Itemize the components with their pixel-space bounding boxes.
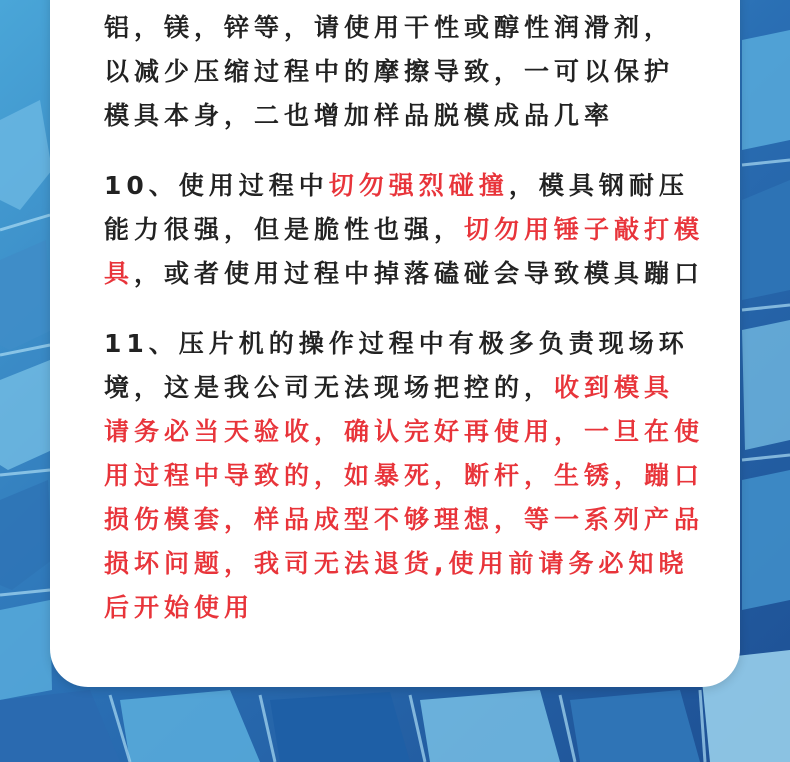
warning-text: 切勿强烈碰撞: [328, 171, 509, 200]
warning-text: 损伤模套，样品成型不够理想，等一系列产品: [104, 505, 705, 534]
warning-text: 具: [104, 259, 135, 288]
text-segment: ，或者使用过程中掉落磕碰会导致模具蹦口: [134, 259, 705, 288]
text-line: [104, 94, 674, 138]
warning-line: [104, 542, 704, 586]
text-line: [104, 6, 674, 50]
text-segment: 10、使用过程中: [104, 171, 329, 200]
text-segment: 以减少压缩过程中的摩擦导致，一可以保护: [104, 57, 675, 86]
text-segment: 境，这是我公司无法现场把控的，: [104, 373, 555, 402]
text-line: [104, 50, 674, 94]
text-line: [104, 164, 704, 208]
warning-line: [104, 410, 704, 454]
paragraph-lubricant-note: [104, 6, 674, 138]
paragraph-item-10: [104, 164, 704, 296]
text-line: [104, 322, 704, 366]
text-segment: 铝，镁，锌等，请使用干性或醇性润滑剂，: [104, 13, 675, 42]
warning-line: [104, 586, 704, 630]
text-segment: 模具本身，二也增加样品脱模成品几率: [104, 101, 615, 130]
text-line: [104, 208, 704, 252]
warning-line: [104, 454, 704, 498]
warning-text: 请务必当天验收，确认完好再使用，一旦在使: [104, 417, 705, 446]
text-line: [104, 366, 704, 410]
warning-text: 切勿用锤子敲打模: [464, 215, 705, 244]
warning-text: 损坏问题，我司无法退货,使用前请务必知晓: [104, 549, 689, 578]
warning-text: 用过程中导致的，如暴死，断杆，生锈，蹦口: [104, 461, 705, 490]
paragraph-item-11: [104, 322, 704, 630]
text-segment: 能力很强，但是脆性也强，: [104, 215, 465, 244]
warning-text: 后开始使用: [104, 593, 255, 622]
warning-line: [104, 498, 704, 542]
warning-text: 收到模具: [554, 373, 675, 402]
text-segment: 11、压片机的操作过程中有极多负责现场环: [104, 329, 689, 358]
text-segment: ，模具钢耐压: [508, 171, 689, 200]
text-line: [104, 252, 704, 296]
